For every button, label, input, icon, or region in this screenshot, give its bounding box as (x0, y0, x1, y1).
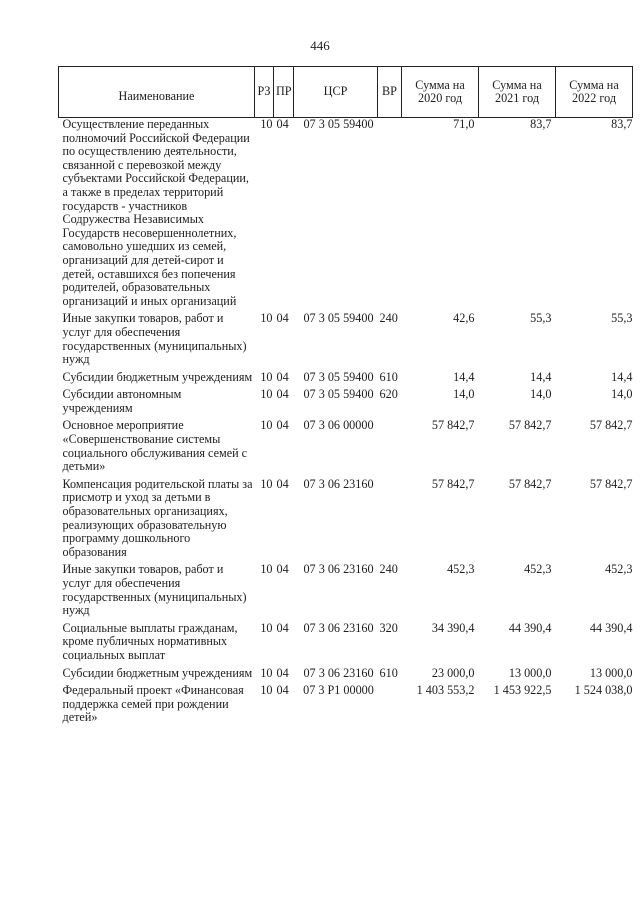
row-csr: 07 3 06 23160 (303, 665, 374, 680)
header-vr: ВР (378, 67, 402, 118)
row-sum-2022: 57 842,7 (589, 418, 633, 433)
table-row (59, 384, 633, 415)
row-sum-2021: 13 000,0 (508, 665, 552, 680)
row-csr: 07 3 05 59400 (303, 369, 374, 384)
row-sum-2021: 14,4 (530, 369, 552, 384)
row-pr: 04 (276, 311, 289, 326)
table-row (59, 680, 633, 725)
row-rz: 10 (260, 311, 273, 326)
row-rz: 10 (260, 369, 273, 384)
row-sum-2021: 1 453 922,5 (493, 683, 552, 698)
row-vr: 320 (379, 620, 398, 635)
row-pr: 04 (276, 418, 289, 433)
row-name: Социальные выплаты гражданам, кроме публичных нормативных социальных выплат (62, 620, 238, 662)
row-sum-2022: 14,0 (611, 387, 633, 402)
row-csr: 07 3 05 59400 (303, 387, 374, 402)
row-sum-2020: 71,0 (453, 117, 475, 131)
row-vr: 610 (379, 369, 398, 384)
row-name: Иные закупки товаров, работ и услуг для обеспечения государственных (муниципальных) нужд (62, 311, 247, 367)
row-sum-2021: 44 390,4 (508, 620, 552, 635)
row-name: Субсидии бюджетным учреждениям (62, 369, 253, 384)
row-sum-2022: 55,3 (611, 311, 633, 326)
row-pr: 04 (276, 620, 289, 635)
row-csr: 07 3 06 23160 (303, 476, 374, 491)
row-sum-2022: 452,3 (605, 562, 633, 577)
row-name: Компенсация родительской платы за присмотр и уход за детьми в образовательных организациях, реализующих образовательную программу дошкольного образования (62, 476, 253, 559)
budget-table (58, 66, 633, 725)
row-sum-2021: 14,0 (530, 387, 552, 402)
row-name: Федеральный проект «Финансовая поддержка семей при рождении детей» (62, 683, 244, 725)
row-rz: 10 (260, 418, 273, 433)
row-vr: 240 (379, 311, 398, 326)
row-rz: 10 (260, 117, 273, 131)
row-sum-2021: 83,7 (530, 117, 552, 131)
row-vr (378, 415, 402, 473)
header-rz: РЗ (255, 67, 274, 118)
row-pr: 04 (276, 665, 289, 680)
row-csr: 07 3 05 59400 (303, 311, 374, 326)
row-sum-2021: 57 842,7 (508, 418, 552, 433)
row-rz: 10 (260, 562, 273, 577)
table-row (59, 559, 633, 617)
row-sum-2022: 1 524 038,0 (574, 683, 633, 698)
header-sum-2022: Сумма на 2022 год (556, 67, 633, 118)
row-sum-2020: 57 842,7 (431, 476, 475, 491)
row-sum-2020: 14,0 (453, 387, 475, 402)
row-sum-2022: 44 390,4 (589, 620, 633, 635)
row-csr: 07 3 06 23160 (303, 562, 374, 577)
row-sum-2021: 452,3 (524, 562, 552, 577)
row-vr (378, 474, 402, 560)
row-pr: 04 (276, 562, 289, 577)
row-sum-2020: 452,3 (447, 562, 475, 577)
row-csr: 07 3 06 23160 (303, 620, 374, 635)
row-csr: 07 3 P1 00000 (303, 683, 374, 698)
row-pr: 04 (276, 387, 289, 402)
row-sum-2021: 55,3 (530, 311, 552, 326)
row-rz: 10 (260, 665, 273, 680)
row-sum-2020: 42,6 (453, 311, 475, 326)
row-name: Основное мероприятие «Совершенствование системы социального обслуживания семей с детьми» (62, 418, 248, 474)
row-sum-2022: 13 000,0 (589, 665, 633, 680)
row-vr (378, 680, 402, 725)
row-sum-2022: 14,4 (611, 369, 633, 384)
row-pr: 04 (276, 476, 289, 491)
table-row (59, 663, 633, 681)
row-vr: 620 (379, 387, 398, 402)
header-name: Наименование (59, 67, 255, 118)
row-pr: 04 (276, 117, 289, 131)
row-sum-2020: 1 403 553,2 (416, 683, 475, 698)
table-row (59, 474, 633, 560)
header-csr: ЦСР (294, 67, 378, 118)
row-pr: 04 (276, 369, 289, 384)
row-sum-2020: 34 390,4 (431, 620, 475, 635)
row-pr: 04 (276, 683, 289, 698)
row-csr: 07 3 06 00000 (303, 418, 374, 433)
table-row (59, 118, 633, 309)
row-name: Субсидии автономным учреждениям (62, 387, 182, 415)
row-name: Иные закупки товаров, работ и услуг для обеспечения государственных (муниципальных) нужд (62, 562, 247, 618)
row-sum-2020: 14,4 (453, 369, 475, 384)
table-row (59, 415, 633, 473)
row-sum-2022: 83,7 (611, 117, 633, 131)
row-sum-2022: 57 842,7 (589, 476, 633, 491)
row-vr (378, 118, 402, 309)
page-number: 446 (310, 38, 330, 53)
table-row (59, 618, 633, 663)
table-header-row (59, 67, 633, 118)
row-csr: 07 3 05 59400 (303, 117, 374, 131)
row-name: Субсидии бюджетным учреждениям (62, 665, 253, 680)
row-vr: 240 (379, 562, 398, 577)
table-row (59, 308, 633, 366)
row-rz: 10 (260, 387, 273, 402)
row-sum-2021: 57 842,7 (508, 476, 552, 491)
row-sum-2020: 57 842,7 (431, 418, 475, 433)
row-vr: 610 (379, 665, 398, 680)
table-row (59, 367, 633, 385)
row-rz: 10 (260, 620, 273, 635)
row-rz: 10 (260, 476, 273, 491)
header-sum-2020: Сумма на 2020 год (402, 67, 479, 118)
row-name: Осуществление переданных полномочий Российской Федерации по осуществлению деятельности, связанной с перевозкой между субъектами Российской Федерации, а также в пределах территорий государств - участников Содружества Независимых Государств несовершеннолетних, самовольно ушедших из семей, организаций для детей-сирот и детей, оставшихся без попечения родителей, образовательных организаций и иных организаций (62, 117, 250, 308)
row-rz: 10 (260, 683, 273, 698)
header-pr: ПР (274, 67, 294, 118)
header-sum-2021: Сумма на 2021 год (479, 67, 556, 118)
row-sum-2020: 23 000,0 (431, 665, 475, 680)
